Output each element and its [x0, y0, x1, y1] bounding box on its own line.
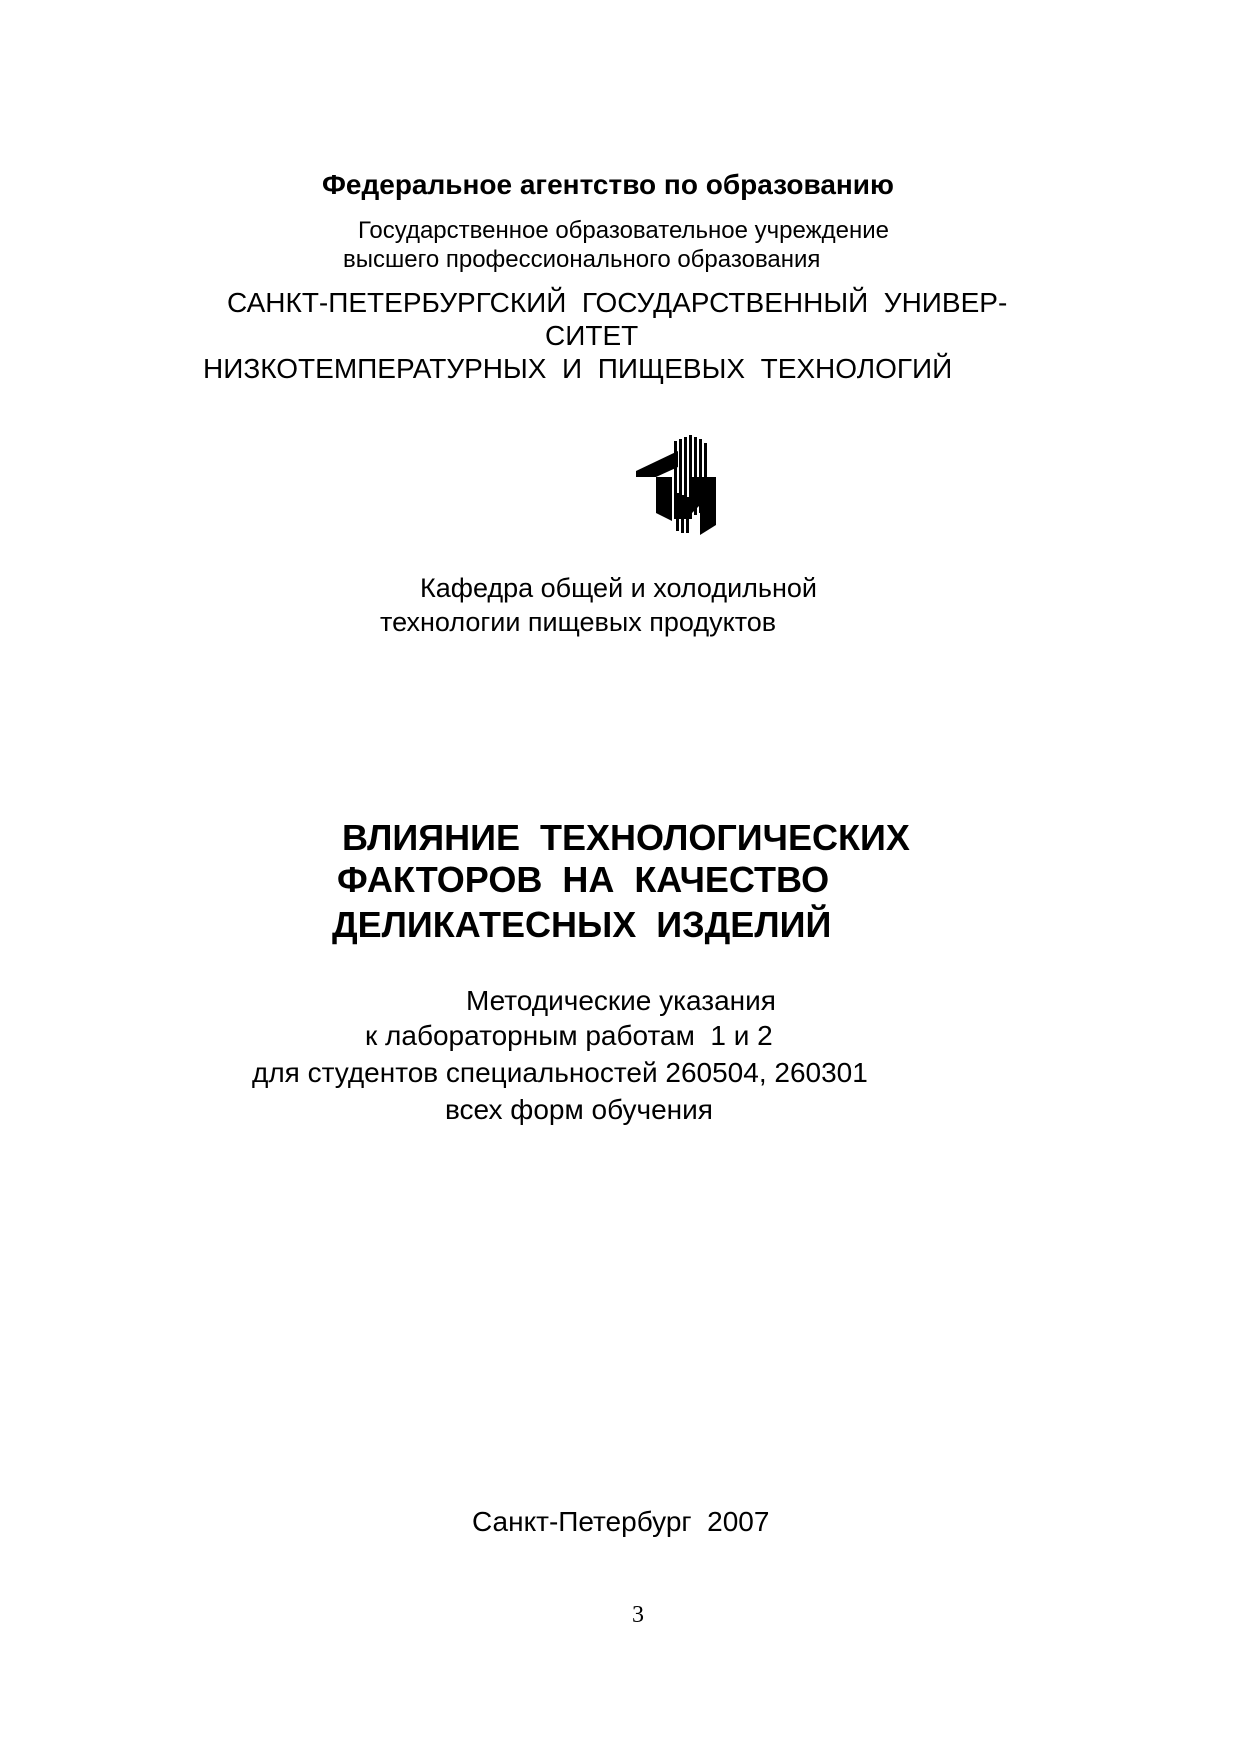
city-year: Санкт-Петербург 2007 — [472, 1506, 770, 1537]
page-number: 3 — [632, 1602, 644, 1628]
agency-heading: Федеральное агентство по образованию — [322, 169, 894, 200]
document-title-line-1: ВЛИЯНИЕ ТЕХНОЛОГИЧЕСКИХ — [342, 817, 910, 858]
institution-type-line-1: Государственное образовательное учреждение — [358, 217, 889, 244]
description-line-1: Методические указания — [466, 985, 776, 1016]
university-name-line-3: НИЗКОТЕМПЕРАТУРНЫХ И ПИЩЕВЫХ ТЕХНОЛОГИЙ — [203, 353, 953, 384]
university-name-line-2: СИТЕТ — [545, 320, 639, 351]
university-name-line-1: САНКТ-ПЕТЕРБУРГСКИЙ ГОСУДАРСТВЕННЫЙ УНИВЕР- — [227, 287, 1008, 318]
document-title-line-2: ФАКТОРОВ НА КАЧЕСТВО — [337, 859, 830, 900]
department-line-1: Кафедра общей и холодильной — [420, 573, 818, 603]
description-line-3: для студентов специальностей 260504, 260301 — [252, 1057, 868, 1088]
university-emblem-icon — [636, 433, 716, 535]
description-line-2: к лабораторным работам 1 и 2 — [365, 1020, 773, 1051]
description-line-4: всех форм обучения — [445, 1094, 713, 1125]
department-line-2: технологии пищевых продуктов — [380, 607, 777, 637]
institution-type-line-2: высшего профессионального образования — [343, 246, 821, 273]
document-title-line-3: ДЕЛИКАТЕСНЫХ ИЗДЕЛИЙ — [332, 904, 832, 945]
